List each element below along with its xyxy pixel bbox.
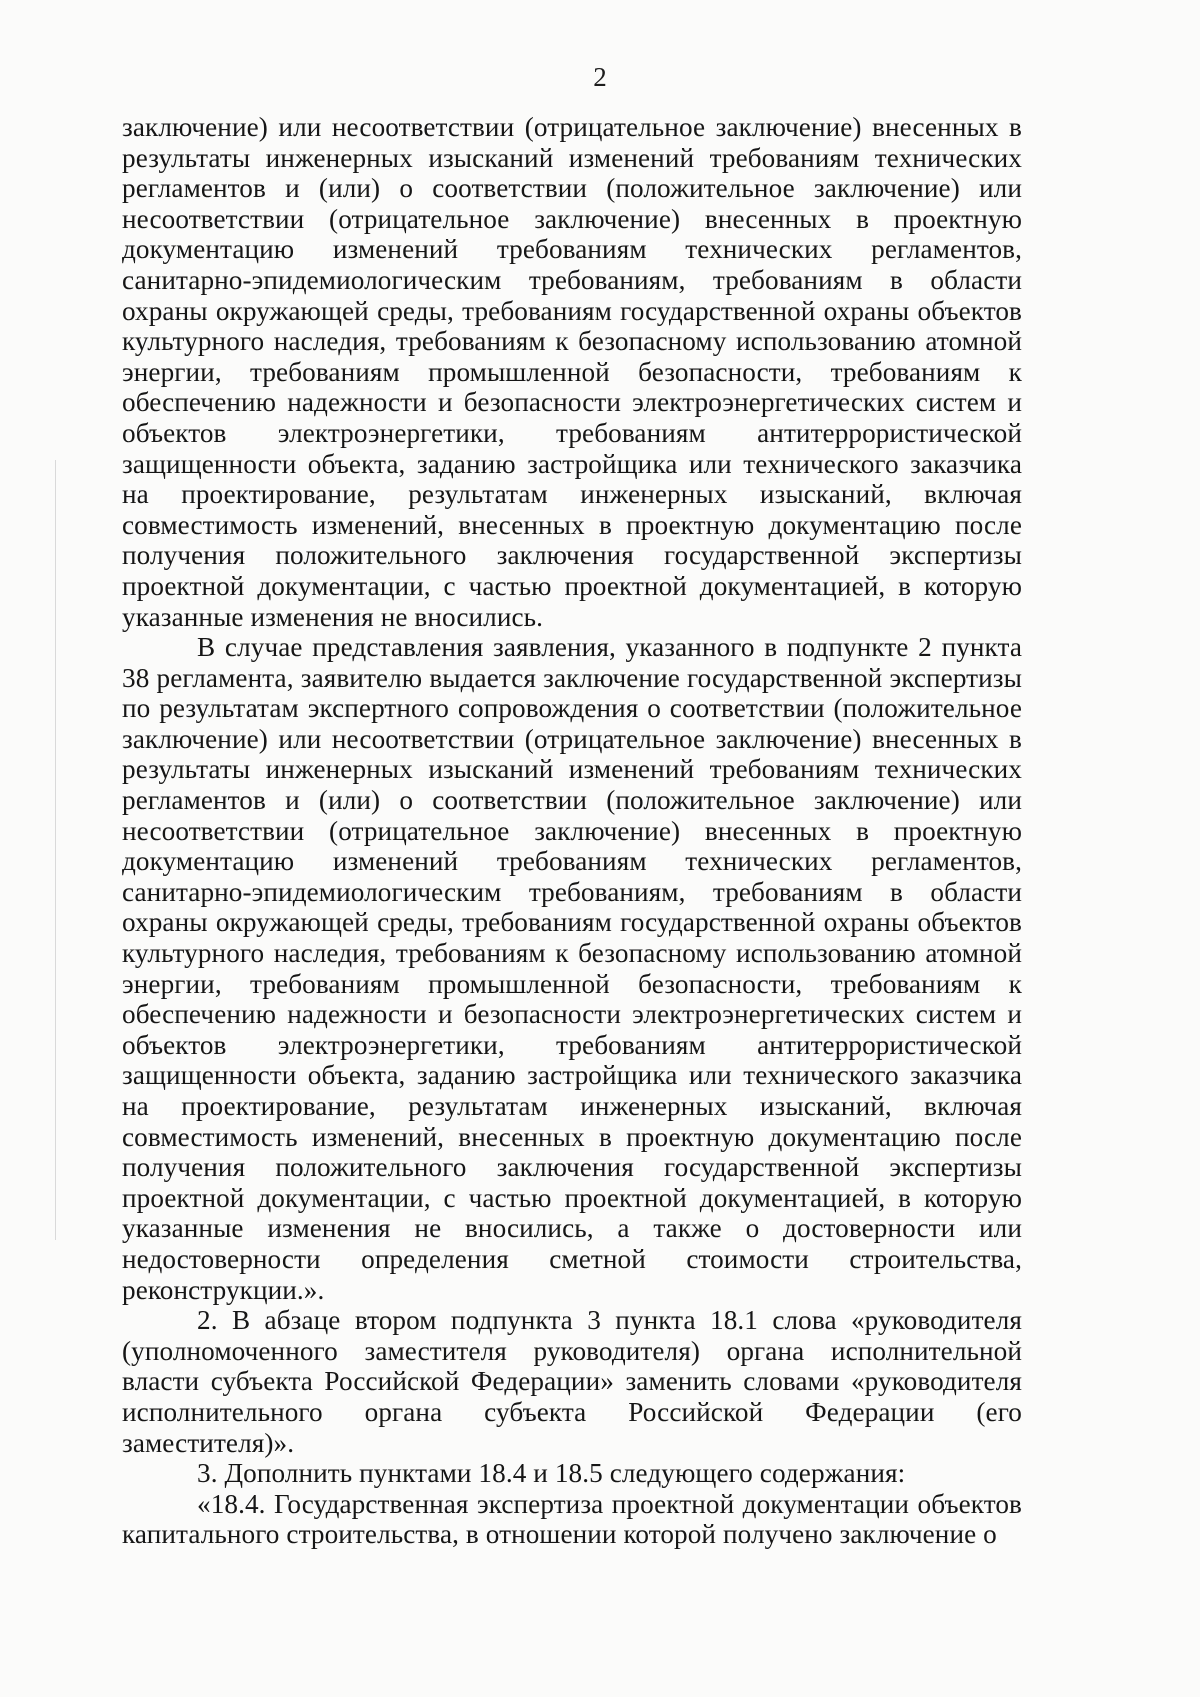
paragraph-item-3: 3. Дополнить пунктами 18.4 и 18.5 следующего содержания:: [197, 1458, 906, 1489]
paragraph-item-2: 2. В абзаце втором подпункта 3 пункта 18.1 слова «руководителя (уполномоченного заместителя руководителя) органа исполнительной власти субъекта Российской Федерации» заменить словами «руководителя исполнительного органа субъекта Российской Федерации (его заместителя)».: [122, 1305, 1022, 1458]
scan-edge-line: [55, 460, 56, 1240]
page-number: 2: [593, 62, 607, 92]
document-body: [122, 112, 1022, 1550]
paragraph-continuation: заключение) или несоответствии (отрицательное заключение) внесенных в результаты инженерных изысканий изменений требованиям технических регламентов и (или) о соответствии (положительное заключение) или несоответствии (отрицательное заключение) внесенных в проектную документацию изменений требованиям технических регламентов, санитарно-эпидемиологическим требованиям, требованиям в области охраны окружающей среды, требованиям государственной охраны объектов культурного наследия, требованиям к безопасному использованию атомной энергии, требованиям промышленной безопасности, требованиям к обеспечению надежности и безопасности электроэнергетических систем и объектов электроэнергетики, требованиям антитеррористической защищенности объекта, заданию застройщика или технического заказчика на проектирование, результатам инженерных изысканий, включая совместимость изменений, внесенных в проектную документацию после получения положительного заключения государственной экспертизы проектной документации, с частью проектной документацией, в которую указанные изменения не вносились.: [122, 112, 1022, 632]
paragraph-subclause-2: В случае представления заявления, указанного в подпункте 2 пункта 38 регламента, заявителю выдается заключение государственной экспертизы по результатам экспертного сопровождения о соответствии (положительное заключение) или несоответствии (отрицательное заключение) внесенных в результаты инженерных изысканий изменений требованиям технических регламентов и (или) о соответствии (положительное заключение) или несоответствии (отрицательное заключение) внесенных в проектную документацию изменений требованиям технических регламентов, санитарно-эпидемиологическим требованиям, требованиям в области охраны окружающей среды, требованиям государственной охраны объектов культурного наследия, требованиям к безопасному использованию атомной энергии, требованиям промышленной безопасности, требованиям к обеспечению надежности и безопасности электроэнергетических систем и объектов электроэнергетики, требованиям антитеррористической защищенности объекта, заданию застройщика или технического заказчика на проектирование, результатам инженерных изысканий, включая совместимость изменений, внесенных в проектную документацию после получения положительного заключения государственной экспертизы проектной документации, с частью проектной документацией, в которую указанные изменения не вносились, а также о достоверности или недостоверности определения сметной стоимости строительства, реконструкции.».: [122, 632, 1022, 1305]
paragraph-item-18-4: «18.4. Государственная экспертиза проектной документации объектов капитального строительства, в отношении которой получено заключение о: [122, 1488, 1022, 1550]
